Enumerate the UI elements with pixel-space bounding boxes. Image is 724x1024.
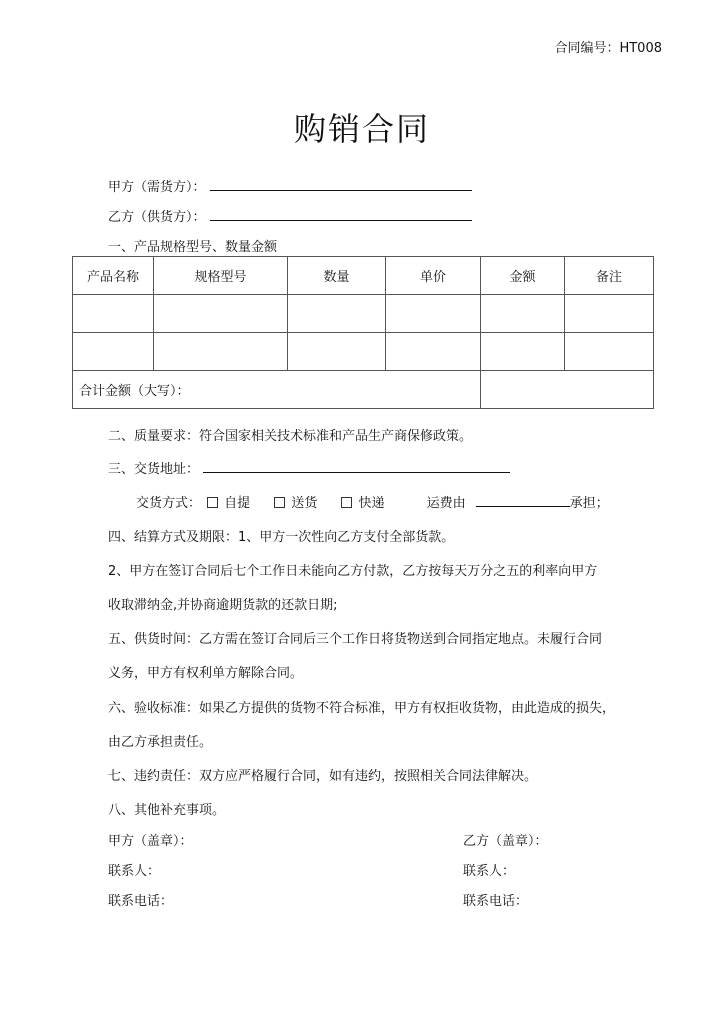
party-a-phone: 联系电话： bbox=[108, 894, 174, 909]
option-pickup[interactable] bbox=[207, 496, 250, 511]
table-total-row bbox=[73, 371, 654, 409]
table-cell[interactable] bbox=[154, 295, 288, 333]
party-b-contact: 联系人： bbox=[463, 864, 516, 879]
section-5-line1: 五、供货时间：乙方需在签订合同后三个工作日将货物送到合同指定地点。未履行合同 bbox=[108, 632, 603, 647]
freight-blank bbox=[476, 492, 570, 507]
checkbox-icon[interactable] bbox=[274, 497, 285, 508]
table-cell[interactable] bbox=[481, 333, 565, 371]
table-cell[interactable] bbox=[565, 295, 654, 333]
section-2-quality: 二、质量要求：符合国家相关技术标准和产品生产商保修政策。 bbox=[108, 429, 473, 444]
table-header-row bbox=[73, 257, 654, 295]
col-header-amount: 金额 bbox=[481, 257, 565, 295]
section-4-item2-line1: 2、甲方在签订合同后七个工作日未能向乙方付款，乙方按每天万分之五的利率向甲方 bbox=[108, 564, 598, 579]
option-send-label: 送货 bbox=[291, 496, 318, 511]
option-express-label: 快递 bbox=[358, 496, 385, 511]
party-a-blank bbox=[210, 176, 472, 191]
table-cell[interactable] bbox=[73, 295, 154, 333]
table-cell[interactable] bbox=[288, 333, 386, 371]
section-6-line1: 六、验收标准：如果乙方提供的货物不符合标准，甲方有权拒收货物，由此造成的损失， bbox=[108, 701, 616, 716]
col-header-quantity: 数量 bbox=[288, 257, 386, 295]
section-4-settlement: 四、结算方式及期限：1、甲方一次性向乙方支付全部货款。 bbox=[108, 530, 455, 545]
section-3-row bbox=[108, 458, 510, 477]
delivery-method-label: 交货方式： bbox=[136, 496, 202, 511]
total-amount-cell[interactable] bbox=[481, 371, 654, 409]
contract-number: 合同编号：HT008 bbox=[554, 41, 662, 56]
party-b-seal: 乙方（盖章）： bbox=[463, 834, 548, 849]
section-5-line2: 义务，甲方有权利单方解除合同。 bbox=[108, 666, 304, 681]
table-cell[interactable] bbox=[386, 295, 481, 333]
party-a-seal: 甲方（盖章）： bbox=[108, 834, 193, 849]
party-b-label: 乙方（供货方）： bbox=[108, 210, 206, 225]
table-row bbox=[73, 295, 654, 333]
col-header-remarks: 备注 bbox=[565, 257, 654, 295]
section-4-item2-line2: 收取滞纳金,并协商逾期货款的还款日期; bbox=[108, 598, 338, 613]
table-cell[interactable] bbox=[386, 333, 481, 371]
col-header-spec-model: 规格型号 bbox=[154, 257, 288, 295]
checkbox-icon[interactable] bbox=[341, 497, 352, 508]
party-b-phone: 联系电话： bbox=[463, 894, 529, 909]
product-table bbox=[72, 256, 654, 409]
option-express[interactable] bbox=[341, 496, 384, 511]
option-pickup-label: 自提 bbox=[224, 496, 251, 511]
party-a-contact: 联系人： bbox=[108, 864, 161, 879]
delivery-method-row bbox=[136, 492, 609, 511]
table-cell[interactable] bbox=[73, 333, 154, 371]
party-a-label: 甲方（需货方）： bbox=[108, 180, 206, 195]
party-a-row bbox=[108, 176, 472, 195]
table-cell[interactable] bbox=[154, 333, 288, 371]
section-6-line2: 由乙方承担责任。 bbox=[108, 735, 213, 750]
checkbox-icon[interactable] bbox=[207, 497, 218, 508]
freight-suffix: 承担； bbox=[569, 496, 609, 511]
col-header-unit-price: 单价 bbox=[386, 257, 481, 295]
freight-prefix: 运费由 bbox=[426, 496, 466, 511]
address-blank bbox=[203, 458, 510, 473]
section-3-address-label: 三、交货地址： bbox=[108, 462, 200, 477]
table-cell[interactable] bbox=[565, 333, 654, 371]
table-cell[interactable] bbox=[481, 295, 565, 333]
col-header-product-name: 产品名称 bbox=[73, 257, 154, 295]
option-send[interactable] bbox=[274, 496, 317, 511]
total-amount-label: 合计金额（大写）： bbox=[73, 371, 481, 409]
party-b-blank bbox=[210, 206, 472, 221]
table-row bbox=[73, 333, 654, 371]
document-title: 购销合同 bbox=[293, 110, 430, 148]
section-1-heading: 一、产品规格型号、数量金额 bbox=[108, 240, 278, 255]
section-8-supplement: 八、其他补充事项。 bbox=[108, 803, 226, 818]
table-cell[interactable] bbox=[288, 295, 386, 333]
section-7-breach: 七、违约责任：双方应严格履行合同，如有违约，按照相关合同法律解决。 bbox=[108, 769, 538, 784]
party-b-row bbox=[108, 206, 472, 225]
